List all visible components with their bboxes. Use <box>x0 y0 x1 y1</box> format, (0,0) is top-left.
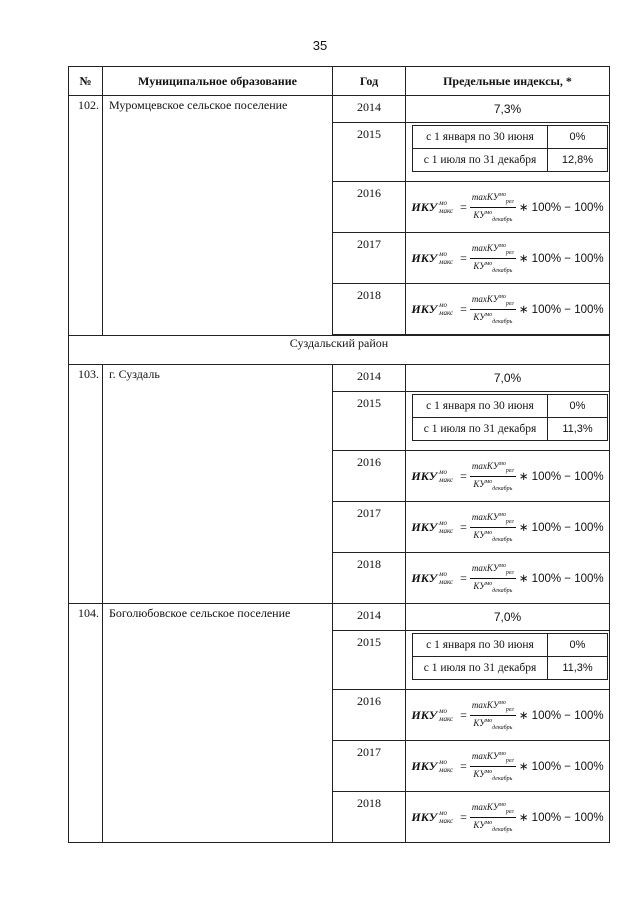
formula-fraction <box>470 698 516 733</box>
formula-fraction <box>470 561 516 596</box>
formula-lhs-sup: мо <box>439 519 448 527</box>
year-cell: 2017 <box>333 502 406 553</box>
numerator-sub: рег <box>505 757 514 764</box>
formula-equals: = <box>460 301 467 316</box>
formula-cell <box>406 690 610 741</box>
formula-lhs-sup: мо <box>439 809 448 817</box>
formula-equals: = <box>460 468 467 483</box>
formula-lhs-indices <box>439 707 453 723</box>
region-name: Суздальский район <box>69 336 610 365</box>
header-index: Предельные индексы, * <box>406 67 610 96</box>
year-cell: 2018 <box>333 284 406 335</box>
year-cell: 2016 <box>333 690 406 741</box>
formula-denominator <box>471 477 514 494</box>
denominator-sup: мо <box>485 819 493 826</box>
table-row <box>69 96 610 123</box>
denominator-sup: мо <box>485 478 493 485</box>
formula-lhs: ИКУ <box>411 707 438 722</box>
formula-cell <box>406 792 610 843</box>
header-municipality: Муниципальное образование <box>103 67 333 96</box>
numerator-sub: рег <box>505 706 514 713</box>
year-cell: 2017 <box>333 741 406 792</box>
tariff-formula <box>406 451 609 501</box>
formula-lhs-sup: мо <box>439 707 448 715</box>
year-cell: 2016 <box>333 451 406 502</box>
formula-lhs-indices <box>439 250 453 266</box>
formula-equals: = <box>460 250 467 265</box>
formula-rhs: ∗ 100% − 100% <box>518 573 604 585</box>
formula-equals: = <box>460 758 467 773</box>
table-row <box>69 604 610 631</box>
numerator-sub: рег <box>505 198 514 205</box>
formula-cell <box>406 451 610 502</box>
formula-lhs-indices <box>439 758 453 774</box>
formula-lhs-sup: мо <box>439 468 448 476</box>
denominator-sub: декабрь <box>492 318 513 325</box>
formula-numerator <box>470 561 516 579</box>
formula-equals: = <box>460 519 467 534</box>
formula-equals: = <box>460 570 467 585</box>
formula-fraction <box>470 749 516 784</box>
formula-lhs: ИКУ <box>411 468 438 483</box>
period-value: 11,3% <box>548 418 608 441</box>
period-label: с 1 июля по 31 декабря <box>413 418 548 441</box>
index-value: 7,0% <box>406 604 610 631</box>
municipality-name: г. Суздаль <box>103 365 333 604</box>
period-value: 0% <box>548 395 608 418</box>
formula-cell <box>406 284 610 335</box>
formula-lhs-sub: макс <box>439 207 454 215</box>
numerator-sub: рег <box>505 569 514 576</box>
formula-equals: = <box>460 199 467 214</box>
formula-fraction <box>470 800 516 835</box>
denominator-text: КУ <box>473 768 486 779</box>
numerator-text: maxKУ <box>471 801 499 812</box>
formula-rhs: ∗ 100% − 100% <box>518 253 604 265</box>
formula-numerator <box>470 459 516 477</box>
formula-numerator <box>470 190 516 208</box>
formula-rhs: ∗ 100% − 100% <box>518 202 604 214</box>
period-label: с 1 января по 30 июня <box>413 126 548 149</box>
period-label: с 1 января по 30 июня <box>413 395 548 418</box>
period-label: с 1 июля по 31 декабря <box>413 657 548 680</box>
formula-rhs: ∗ 100% − 100% <box>518 304 604 316</box>
numerator-sub: рег <box>505 300 514 307</box>
formula-denominator <box>471 716 514 733</box>
year-cell: 2014 <box>333 96 406 123</box>
half-year-cell <box>406 631 610 690</box>
formula-rhs: ∗ 100% − 100% <box>518 761 604 773</box>
denominator-sup: мо <box>485 529 493 536</box>
tariff-formula <box>406 284 609 334</box>
tariff-formula <box>406 233 609 283</box>
formula-lhs-indices <box>439 199 453 215</box>
formula-lhs-sub: макс <box>439 817 454 825</box>
denominator-sup: мо <box>485 580 493 587</box>
formula-numerator <box>470 800 516 818</box>
period-label: с 1 января по 30 июня <box>413 634 548 657</box>
denominator-text: КУ <box>473 260 486 271</box>
formula-cell <box>406 553 610 604</box>
numerator-sup: мо <box>498 460 506 467</box>
table-row <box>69 365 610 392</box>
denominator-sub: декабрь <box>492 724 513 731</box>
numerator-sup: мо <box>498 242 506 249</box>
tariff-formula <box>406 502 609 552</box>
year-cell: 2015 <box>333 392 406 451</box>
formula-cell <box>406 502 610 553</box>
formula-rhs: ∗ 100% − 100% <box>518 710 604 722</box>
formula-fraction <box>470 241 516 276</box>
formula-numerator <box>470 510 516 528</box>
header-num: № <box>69 67 103 96</box>
formula-denominator <box>471 310 514 327</box>
numerator-sub: рег <box>505 518 514 525</box>
formula-denominator <box>471 767 514 784</box>
formula-lhs-indices <box>439 809 453 825</box>
tariff-formula <box>406 182 609 232</box>
entry-number: 103. <box>69 365 103 604</box>
numerator-sup: мо <box>498 750 506 757</box>
index-value: 7,0% <box>406 365 610 392</box>
numerator-sup: мо <box>498 293 506 300</box>
formula-lhs: ИКУ <box>411 809 438 824</box>
numerator-text: maxKУ <box>471 242 499 253</box>
denominator-text: КУ <box>473 529 486 540</box>
region-row <box>69 336 610 365</box>
formula-cell <box>406 741 610 792</box>
tariff-formula <box>406 792 609 842</box>
denominator-text: КУ <box>473 819 486 830</box>
formula-fraction <box>470 190 516 225</box>
period-value: 0% <box>548 126 608 149</box>
tariff-formula <box>406 690 609 740</box>
denominator-sub: декабрь <box>492 536 513 543</box>
denominator-sup: мо <box>485 768 493 775</box>
year-cell: 2016 <box>333 182 406 233</box>
formula-lhs: ИКУ <box>411 570 438 585</box>
period-value: 0% <box>548 634 608 657</box>
formula-denominator <box>471 259 514 276</box>
formula-cell <box>406 233 610 284</box>
formula-lhs-indices <box>439 301 453 317</box>
numerator-sup: мо <box>498 562 506 569</box>
formula-denominator <box>471 579 514 596</box>
numerator-text: maxKУ <box>471 562 499 573</box>
index-table <box>68 66 610 843</box>
formula-lhs-sub: макс <box>439 309 454 317</box>
municipality-name: Муромцевское сельское поселение <box>103 96 333 336</box>
header-year: Год <box>333 67 406 96</box>
formula-lhs-sup: мо <box>439 570 448 578</box>
formula-lhs-sup: мо <box>439 758 448 766</box>
formula-lhs-sup: мо <box>439 199 448 207</box>
denominator-sub: декабрь <box>492 587 513 594</box>
formula-lhs-sup: мо <box>439 301 448 309</box>
numerator-text: maxKУ <box>471 293 499 304</box>
formula-numerator <box>470 241 516 259</box>
period-label: с 1 июля по 31 декабря <box>413 149 548 172</box>
entry-number: 104. <box>69 604 103 843</box>
page-number: 35 <box>312 38 328 53</box>
denominator-text: КУ <box>473 311 486 322</box>
formula-lhs-indices <box>439 570 453 586</box>
formula-lhs-sub: макс <box>439 258 454 266</box>
formula-rhs: ∗ 100% − 100% <box>518 812 604 824</box>
entry-number: 102. <box>69 96 103 336</box>
year-cell: 2014 <box>333 365 406 392</box>
municipality-name: Боголюбовское сельское поселение <box>103 604 333 843</box>
formula-lhs-sub: макс <box>439 715 454 723</box>
formula-denominator <box>471 528 514 545</box>
numerator-sub: рег <box>505 467 514 474</box>
formula-fraction <box>470 510 516 545</box>
index-value: 7,3% <box>406 96 610 123</box>
formula-numerator <box>470 292 516 310</box>
year-cell: 2015 <box>333 631 406 690</box>
numerator-text: maxKУ <box>471 511 499 522</box>
year-cell: 2017 <box>333 233 406 284</box>
formula-lhs: ИКУ <box>411 199 438 214</box>
formula-numerator <box>470 749 516 767</box>
half-year-cell <box>406 123 610 182</box>
numerator-text: maxKУ <box>471 460 499 471</box>
formula-lhs-sub: макс <box>439 476 454 484</box>
numerator-sup: мо <box>498 191 506 198</box>
year-cell: 2018 <box>333 792 406 843</box>
formula-equals: = <box>460 707 467 722</box>
tariff-formula <box>406 741 609 791</box>
formula-rhs: ∗ 100% − 100% <box>518 471 604 483</box>
formula-lhs-indices <box>439 519 453 535</box>
denominator-sub: декабрь <box>492 775 513 782</box>
period-value: 12,8% <box>548 149 608 172</box>
half-year-table <box>412 633 608 680</box>
year-cell: 2015 <box>333 123 406 182</box>
formula-lhs-indices <box>439 468 453 484</box>
formula-fraction <box>470 459 516 494</box>
denominator-sub: декабрь <box>492 826 513 833</box>
denominator-sub: декабрь <box>492 267 513 274</box>
period-value: 11,3% <box>548 657 608 680</box>
half-year-table <box>412 125 608 172</box>
denominator-text: КУ <box>473 580 486 591</box>
formula-lhs-sub: макс <box>439 527 454 535</box>
formula-denominator <box>471 818 514 835</box>
year-cell: 2018 <box>333 553 406 604</box>
formula-lhs: ИКУ <box>411 301 438 316</box>
half-year-cell <box>406 392 610 451</box>
formula-lhs-sup: мо <box>439 250 448 258</box>
numerator-sup: мо <box>498 511 506 518</box>
formula-equals: = <box>460 809 467 824</box>
numerator-text: maxKУ <box>471 191 499 202</box>
formula-lhs: ИКУ <box>411 519 438 534</box>
denominator-text: КУ <box>473 209 486 220</box>
formula-lhs: ИКУ <box>411 758 438 773</box>
denominator-sup: мо <box>485 717 493 724</box>
denominator-text: КУ <box>473 478 486 489</box>
denominator-sup: мо <box>485 260 493 267</box>
numerator-text: maxKУ <box>471 750 499 761</box>
formula-fraction <box>470 292 516 327</box>
tariff-formula <box>406 553 609 603</box>
numerator-sub: рег <box>505 808 514 815</box>
formula-lhs: ИКУ <box>411 250 438 265</box>
denominator-sup: мо <box>485 209 493 216</box>
formula-lhs-sub: макс <box>439 578 454 586</box>
formula-cell <box>406 182 610 233</box>
half-year-table <box>412 394 608 441</box>
denominator-sub: декабрь <box>492 216 513 223</box>
formula-denominator <box>471 208 514 225</box>
formula-rhs: ∗ 100% − 100% <box>518 522 604 534</box>
numerator-text: maxKУ <box>471 699 499 710</box>
table-header <box>69 67 610 96</box>
denominator-sub: декабрь <box>492 485 513 492</box>
numerator-sup: мо <box>498 699 506 706</box>
year-cell: 2014 <box>333 604 406 631</box>
formula-lhs-sub: макс <box>439 766 454 774</box>
formula-numerator <box>470 698 516 716</box>
denominator-sup: мо <box>485 311 493 318</box>
denominator-text: КУ <box>473 717 486 728</box>
numerator-sub: рег <box>505 249 514 256</box>
numerator-sup: мо <box>498 801 506 808</box>
